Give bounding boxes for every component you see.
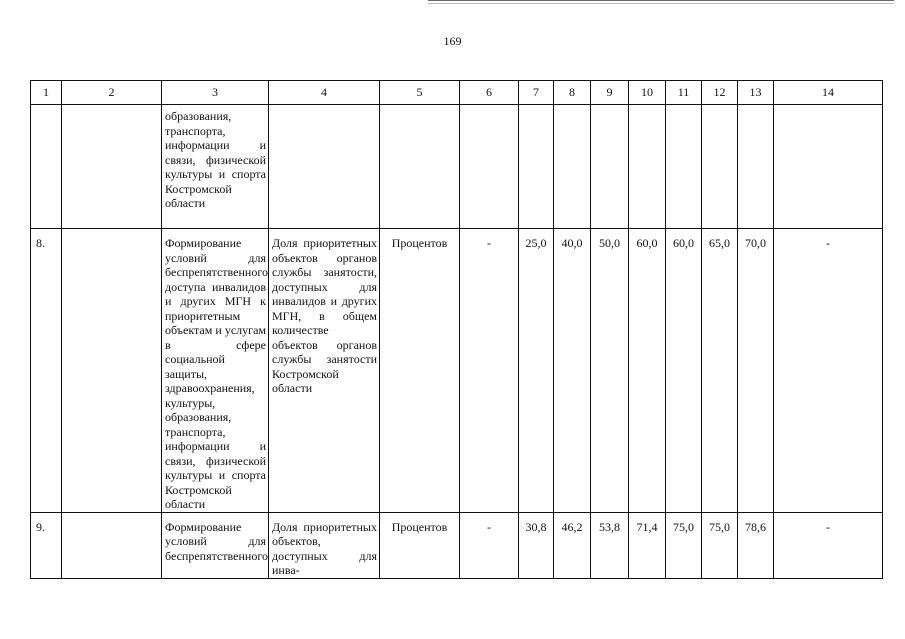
scan-edge-line (428, 0, 894, 4)
unit-cell: Процентов (380, 512, 460, 578)
row-number: 9. (31, 512, 62, 578)
column-header: 8 (554, 81, 591, 105)
value-cell: 40,0 (554, 229, 591, 513)
column-header: 3 (162, 81, 269, 105)
value-cell: 75,0 (702, 512, 738, 578)
table-cell (62, 229, 162, 513)
table-cell (31, 105, 62, 229)
indicator-cell: Доля приоритетных объектов органов службы занятости, доступных для инвалидов и других МГН, в общем количестве объектов органов службы занятости Костромской области (269, 229, 380, 513)
value-cell: - (460, 229, 519, 513)
measure-name-cell: образования, транспорта, информации и связи, физической культуры и спорта Костромской области (162, 105, 269, 229)
table-cell (380, 105, 460, 229)
value-cell: - (774, 229, 883, 513)
table-cell (554, 105, 591, 229)
table-cell (460, 105, 519, 229)
value-cell: 25,0 (519, 229, 554, 513)
table-cell (738, 105, 774, 229)
column-header: 1 (31, 81, 62, 105)
value-cell: 75,0 (666, 512, 702, 578)
value-cell: 60,0 (629, 229, 666, 513)
value-cell: 71,4 (629, 512, 666, 578)
indicator-cell: Доля приоритетных объектов, доступных для инва- (269, 512, 380, 578)
table-cell (519, 105, 554, 229)
value-cell: 70,0 (738, 229, 774, 513)
continuation-row (31, 105, 883, 229)
value-cell: 50,0 (591, 229, 629, 513)
column-header: 6 (460, 81, 519, 105)
column-header: 14 (774, 81, 883, 105)
table-cell (591, 105, 629, 229)
table-row (31, 512, 883, 578)
table-cell (702, 105, 738, 229)
value-cell: 78,6 (738, 512, 774, 578)
column-number-row (31, 81, 883, 105)
table-cell (666, 105, 702, 229)
measure-name-cell: Формирование условий для беспрепятственного (162, 512, 269, 578)
value-cell: 65,0 (702, 229, 738, 513)
value-cell: 30,8 (519, 512, 554, 578)
measure-name-cell: Формирование условий для беспрепятственного доступа инвалидов и других МГН к приоритетным объектам и услугам в сфере социальной защиты, здравоохранения, культуры, образования, транспорта, информации и связи, физической культуры и спорта Костромской области (162, 229, 269, 513)
table-row (31, 229, 883, 513)
indicator-table (30, 80, 883, 579)
unit-cell: Процентов (380, 229, 460, 513)
page-number: 169 (443, 34, 462, 48)
table-cell (62, 105, 162, 229)
table-cell (269, 105, 380, 229)
value-cell: - (774, 512, 883, 578)
column-header: 10 (629, 81, 666, 105)
column-header: 2 (62, 81, 162, 105)
row-number: 8. (31, 229, 62, 513)
column-header: 4 (269, 81, 380, 105)
column-header: 13 (738, 81, 774, 105)
column-header: 12 (702, 81, 738, 105)
column-header: 9 (591, 81, 629, 105)
value-cell: 60,0 (666, 229, 702, 513)
table-cell (62, 512, 162, 578)
column-header: 7 (519, 81, 554, 105)
value-cell: 46,2 (554, 512, 591, 578)
table-cell (629, 105, 666, 229)
value-cell: 53,8 (591, 512, 629, 578)
column-header: 11 (666, 81, 702, 105)
value-cell: - (460, 512, 519, 578)
table-cell (774, 105, 883, 229)
column-header: 5 (380, 81, 460, 105)
